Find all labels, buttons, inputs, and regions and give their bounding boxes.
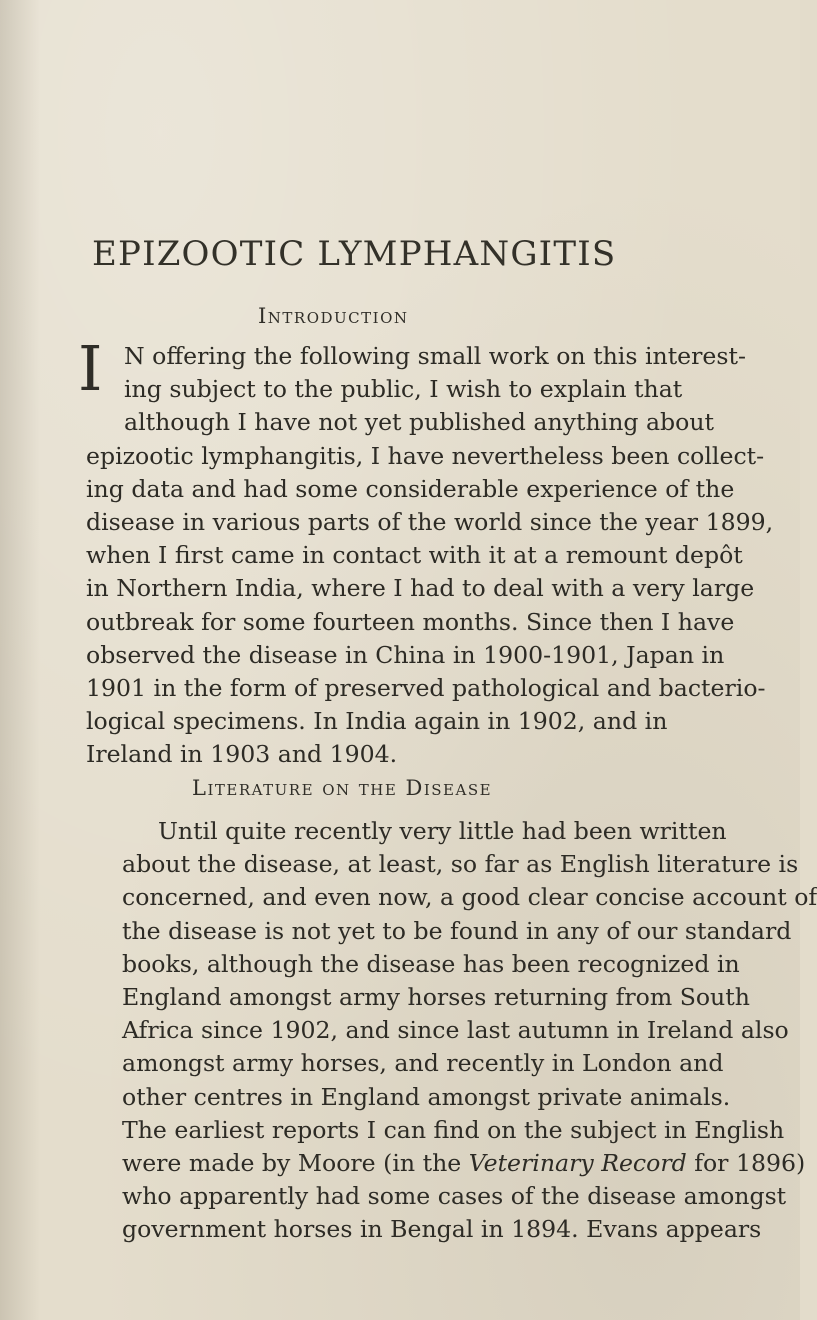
text-line: in Northern India, where I had to deal with a very large xyxy=(86,574,755,603)
text-line: England amongst army horses returning from South xyxy=(122,983,750,1012)
text-line: epizootic lymphangitis, I have nevertheless been collect- xyxy=(86,441,765,470)
text-line: the disease is not yet to be found in any of our standard xyxy=(122,916,792,945)
drop-cap-letter: I xyxy=(78,332,103,405)
literature-paragraph xyxy=(86,815,817,1247)
section-heading-literature: Literature on the Disease xyxy=(192,776,493,800)
text-line: ing subject to the public, I wish to explain that xyxy=(124,375,683,404)
section-heading-introduction: Introduction xyxy=(258,304,409,328)
text-line: observed the disease in China in 1900-1901, Japan in xyxy=(86,640,725,669)
text-line: concerned, and even now, a good clear concise account of xyxy=(122,883,817,912)
text-line: other centres in England amongst private animals. xyxy=(122,1082,731,1111)
text-line: outbreak for some fourteen months. Since then I have xyxy=(86,607,735,636)
text-line: disease in various parts of the world since the year 1899, xyxy=(86,508,774,537)
text-line: N offering the following small work on this interest- xyxy=(124,342,746,370)
text-line: ing data and had some considerable experience of the xyxy=(86,474,735,503)
text-line: Africa since 1902, and since last autumn in Ireland also xyxy=(122,1016,789,1045)
text-line: although I have not yet published anything about xyxy=(124,408,715,437)
text-line: were made by Moore (in the Veterinary Record for 1896) xyxy=(122,1149,806,1178)
text-line: books, although the disease has been recognized in xyxy=(122,949,740,978)
page-edge-shadow xyxy=(0,0,40,1320)
text-line: Ireland in 1903 and 1904. xyxy=(86,740,398,769)
journal-title-italic: Veterinary Record xyxy=(468,1149,687,1178)
introduction-paragraph xyxy=(86,340,774,772)
text-line: Until quite recently very little had been written xyxy=(158,817,727,845)
text-line: about the disease, at least, so far as English literature is xyxy=(122,850,799,879)
text-line: amongst army horses, and recently in London and xyxy=(122,1049,724,1078)
text-line: government horses in Bengal in 1894. Evans appears xyxy=(122,1215,762,1244)
page-title: EPIZOOTIC LYMPHANGITIS xyxy=(92,234,617,274)
text-line: when I first came in contact with it at a remount depôt xyxy=(86,541,743,570)
text-line: logical specimens. In India again in 1902, and in xyxy=(86,707,668,736)
text-line: who apparently had some cases of the disease amongst xyxy=(122,1182,787,1211)
text-line: The earliest reports I can find on the subject in English xyxy=(122,1115,785,1144)
text-line: 1901 in the form of preserved pathological and bacterio- xyxy=(86,674,766,703)
